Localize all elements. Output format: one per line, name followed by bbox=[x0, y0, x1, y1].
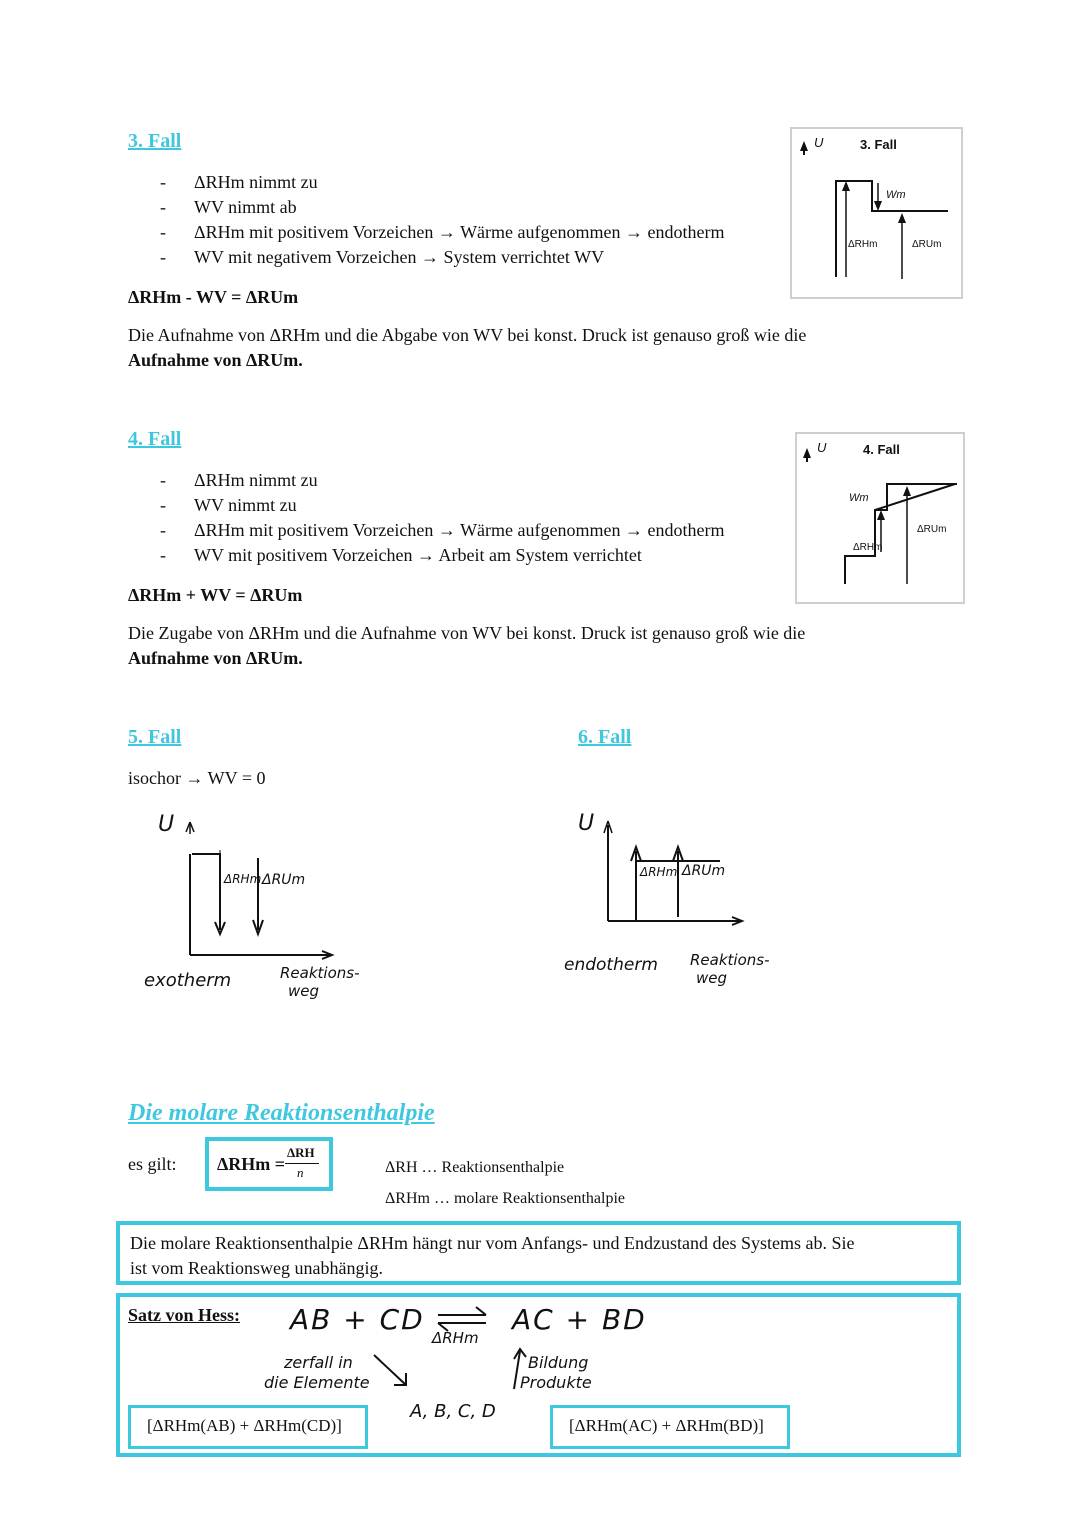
axis-label-u: U bbox=[158, 812, 175, 837]
definition-molare-reaktionsenthalpie: ΔRHm … molare Reaktionsenthalpie bbox=[385, 1190, 626, 1207]
list-item: - WV mit negativem Vorzeichen → System verrichtet WV bbox=[128, 245, 788, 270]
case6-heading: 6. Fall bbox=[578, 726, 632, 748]
case6-diagram bbox=[560, 805, 820, 1005]
case4-equation: ΔRHm + WV = ΔRUm bbox=[128, 585, 303, 605]
figure-title: 4. Fall bbox=[863, 442, 900, 457]
statement-line: ist vom Reaktionsweg unabhängig. bbox=[130, 1258, 383, 1278]
case4-figure bbox=[795, 432, 965, 604]
label-path: weg bbox=[288, 982, 320, 1000]
label-path: Reaktions- bbox=[690, 951, 770, 969]
case3-equation: ΔRHm - WV = ΔRUm bbox=[128, 287, 299, 307]
label-energy: ΔRUm bbox=[682, 863, 726, 879]
case6-sketch bbox=[560, 805, 820, 1005]
hess-left-sum-box bbox=[128, 1405, 368, 1449]
hess-decomp-label: die Elemente bbox=[264, 1373, 370, 1392]
statement-box bbox=[116, 1221, 961, 1285]
label-enthalpy: ΔRHm bbox=[848, 239, 878, 250]
definition-reaktionsenthalpie: ΔRH … Reaktionsenthalpie bbox=[385, 1159, 565, 1176]
case4-heading: 4. Fall bbox=[128, 428, 182, 450]
decomp-arrow-icon bbox=[370, 1349, 420, 1395]
axis-label-u: U bbox=[814, 135, 824, 150]
hess-left-sum: [ΔRHm(AB) + ΔRHm(CD)] bbox=[147, 1416, 342, 1435]
axis-label-u: U bbox=[817, 440, 827, 455]
label-energy: ΔRUm bbox=[917, 524, 947, 535]
hess-right-sum-box bbox=[550, 1405, 790, 1449]
label-enthalpy: ΔRHm bbox=[224, 872, 262, 886]
case4-paragraph bbox=[128, 621, 928, 671]
case4-diagram bbox=[797, 434, 963, 602]
list-item: - ΔRHm mit positivem Vorzeichen → Wärme aufgenommen → endotherm bbox=[128, 518, 788, 543]
case3-bullet-list bbox=[128, 170, 788, 270]
label-enthalpy: ΔRHm bbox=[853, 542, 883, 553]
formula-denominator: n bbox=[297, 1165, 304, 1180]
label-path: weg bbox=[696, 969, 728, 987]
fraction-bar bbox=[285, 1163, 319, 1164]
hess-box bbox=[116, 1293, 961, 1457]
list-item: - WV nimmt zu bbox=[128, 493, 788, 518]
list-item: - ΔRHm mit positivem Vorzeichen → Wärme aufgenommen → endotherm bbox=[128, 220, 788, 245]
case3-diagram bbox=[792, 129, 961, 297]
hess-right-sum: [ΔRHm(AC) + ΔRHm(BD)] bbox=[569, 1416, 764, 1435]
label-enthalpy: ΔRHm bbox=[640, 865, 678, 879]
hess-left-side: AB + CD bbox=[290, 1303, 425, 1336]
paragraph-line: Aufnahme von ΔRUm. bbox=[128, 648, 303, 668]
hess-right-side: AC + BD bbox=[512, 1303, 647, 1336]
hess-elements: A, B, C, D bbox=[410, 1401, 496, 1422]
case3-figure bbox=[790, 127, 963, 299]
axis-label-u: U bbox=[578, 811, 595, 836]
label-energy: ΔRUm bbox=[262, 872, 306, 888]
case3-heading: 3. Fall bbox=[128, 130, 182, 152]
case5-sketch bbox=[140, 810, 400, 1020]
molar-heading: Die molare Reaktionsenthalpie bbox=[128, 1100, 435, 1126]
hess-formation-label: Produkte bbox=[520, 1373, 592, 1392]
figure-title: 3. Fall bbox=[860, 137, 897, 152]
paragraph-line: Die Zugabe von ΔRHm und die Aufnahme von WV bei konst. Druck ist genauso groß wie die bbox=[128, 623, 806, 643]
case5-note bbox=[128, 766, 265, 791]
hess-label: Satz von Hess: bbox=[128, 1305, 240, 1325]
label-work: Wm bbox=[886, 189, 906, 201]
statement-line: Die molare Reaktionsenthalpie ΔRHm hängt nur vom Anfangs- und Endzustand des Systems ab. Sie bbox=[130, 1233, 855, 1253]
label-exotherm: exotherm bbox=[144, 970, 232, 991]
formula-numerator: ΔRH bbox=[287, 1145, 315, 1160]
hess-formation-label: Bildung bbox=[528, 1353, 589, 1372]
definitions bbox=[385, 1152, 625, 1214]
list-item: - ΔRHm nimmt zu bbox=[128, 468, 788, 493]
formula-lhs: ΔRHm = bbox=[217, 1154, 286, 1174]
hess-arrow-label: ΔRHm bbox=[432, 1329, 479, 1347]
case4-bullet-list bbox=[128, 468, 788, 568]
paragraph-line: Aufnahme von ΔRUm. bbox=[128, 350, 303, 370]
isochor-note: isochor → WV = 0 bbox=[128, 768, 266, 788]
case5-heading: 5. Fall bbox=[128, 726, 182, 748]
es-gilt-label: es gilt: bbox=[128, 1154, 177, 1174]
list-item: - ΔRHm nimmt zu bbox=[128, 170, 788, 195]
label-work: Wm bbox=[849, 492, 869, 504]
list-item: - WV mit positivem Vorzeichen → Arbeit am System verrichtet bbox=[128, 543, 788, 568]
hess-decomp-label: zerfall in bbox=[284, 1353, 353, 1372]
label-path: Reaktions- bbox=[280, 964, 360, 982]
label-energy: ΔRUm bbox=[912, 239, 942, 250]
paragraph-line: Die Aufnahme von ΔRHm und die Abgabe von WV bei konst. Druck ist genauso groß wie die bbox=[128, 325, 807, 345]
formula-box bbox=[205, 1137, 333, 1191]
list-item: - WV nimmt ab bbox=[128, 195, 788, 220]
label-endotherm: endotherm bbox=[564, 955, 658, 975]
case3-paragraph bbox=[128, 323, 928, 373]
